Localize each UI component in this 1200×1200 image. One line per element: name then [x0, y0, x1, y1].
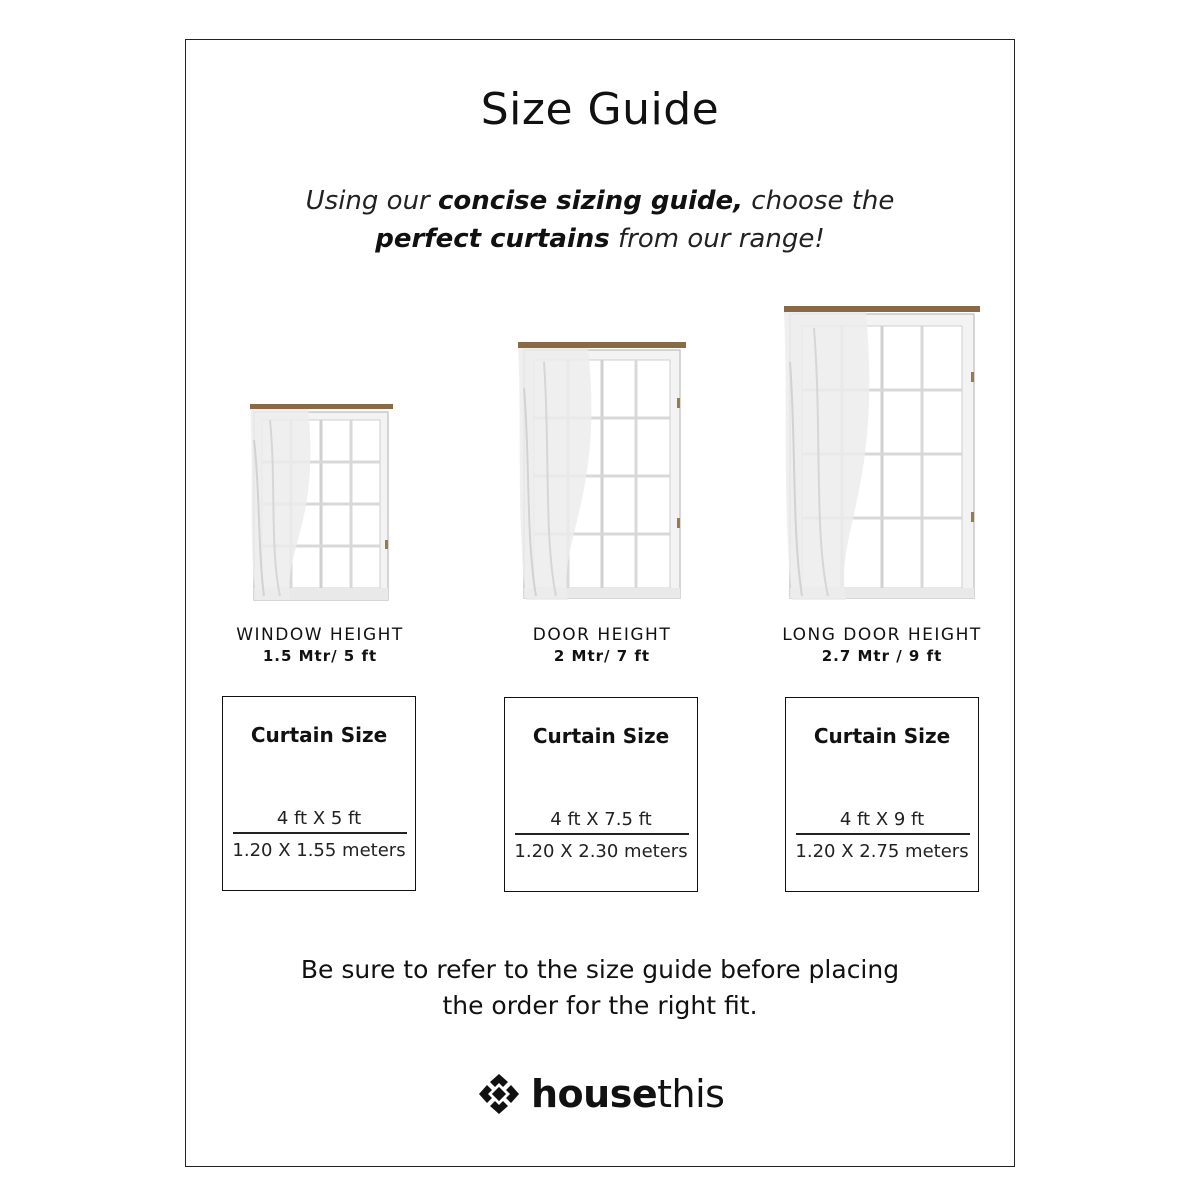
fit-note-line-1: Be sure to refer to the size guide before placing [300, 955, 900, 984]
divider [515, 833, 689, 835]
curtain-size-feet: 4 ft X 7.5 ft [550, 809, 652, 830]
curtain-size-heading: Curtain Size [813, 724, 951, 748]
fit-note-line-2: the order for the right fit. [442, 991, 758, 1020]
curtain-size-feet: 4 ft X 5 ft [276, 808, 362, 829]
intro-line-1: Using our concise sizing guide, choose the [305, 186, 895, 216]
option-name: WINDOW HEIGHT [236, 625, 404, 645]
long-door-illustration [784, 302, 982, 602]
curtain-size-box-door [504, 697, 698, 892]
brand-logo [475, 1068, 735, 1120]
option-label-door [482, 624, 722, 666]
curtain-size-heading: Curtain Size [250, 723, 388, 747]
window-illustration [250, 400, 396, 602]
option-dimensions: 1.5 Mtr/ 5 ft [262, 647, 378, 665]
option-label-long-door [752, 624, 1012, 666]
curtain-size-box-window [222, 696, 416, 891]
housethis-logo-icon [475, 1070, 523, 1118]
curtain-size-heading: Curtain Size [532, 724, 670, 748]
option-dimensions: 2 Mtr/ 7 ft [553, 647, 651, 665]
intro-line-2: perfect curtains from our range! [375, 224, 825, 254]
curtain-size-feet: 4 ft X 9 ft [839, 809, 925, 830]
curtain-size-meters: 1.20 X 2.75 meters [795, 841, 969, 862]
option-dimensions: 2.7 Mtr / 9 ft [821, 647, 943, 665]
intro-text [0, 182, 1200, 258]
divider [796, 833, 970, 835]
door-illustration [518, 338, 688, 602]
option-name: DOOR HEIGHT [532, 625, 672, 645]
curtain-size-box-long-door [785, 697, 979, 892]
page-title: Size Guide [480, 84, 720, 135]
divider [233, 832, 407, 834]
curtain-size-meters: 1.20 X 2.30 meters [514, 841, 688, 862]
brand-name: housethis [531, 1072, 725, 1116]
option-name: LONG DOOR HEIGHT [782, 625, 982, 645]
fit-note [0, 952, 1200, 1024]
option-label-window [200, 624, 440, 666]
curtain-size-meters: 1.20 X 1.55 meters [232, 840, 406, 861]
